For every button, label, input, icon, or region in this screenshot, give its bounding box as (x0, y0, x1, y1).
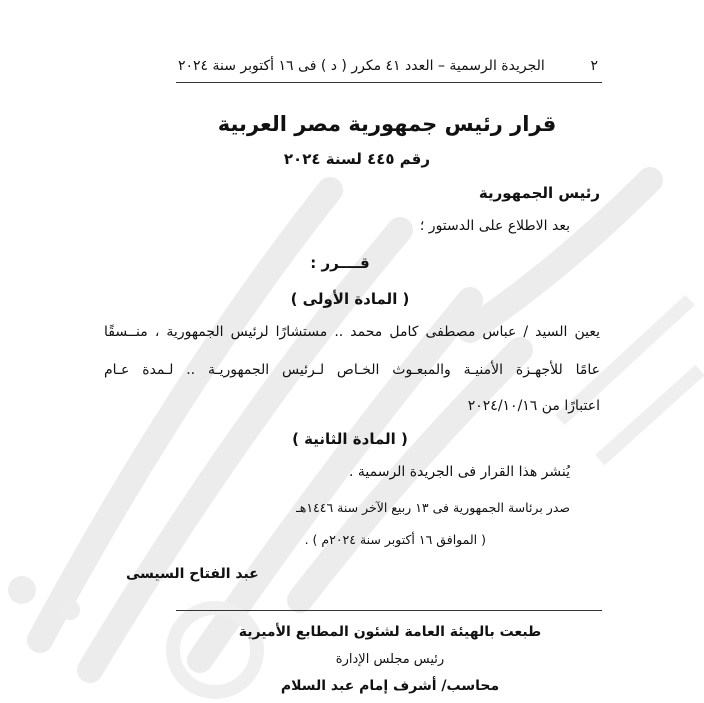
article-two-text: يُنشر هذا القرار فى الجريدة الرسمية . (348, 464, 570, 480)
article-one-heading: ( المادة الأولى ) (290, 290, 410, 308)
decree-number: رقم ٤٤٥ لسنة ٢٠٢٤ (283, 150, 430, 168)
issuer-heading: رئيس الجمهورية (478, 184, 600, 202)
footer-divider (176, 610, 602, 611)
issue-date-hijri: صدر برئاسة الجمهورية فى ١٣ ربيع الآخر سنة ١٤٤٦هـ (296, 500, 570, 515)
article-one-line-1: يعين السيد / عباس مصطفى كامل محمد .. مستشارًا لرئيس الجمهورية ، منــسقًا (104, 324, 600, 340)
signature: عبد الفتاح السيسى (126, 566, 259, 582)
page-number: ٢ (590, 58, 598, 74)
article-one-line-2: عامًا للأجهـزة الأمنيـة والمبعـوث الخـاص لـرئيس الجمهوريـة .. لـمدة عـام (104, 362, 600, 378)
article-two-heading: ( المادة الثانية ) (292, 430, 408, 448)
board-chair-title: رئيس مجلس الإدارة (335, 652, 445, 667)
printer-line: طبعت بالهيئة العامة لشئون المطابع الأميرية (238, 624, 542, 640)
article-one-line-3: اعتبارًا من ٢٠٢٤/١٠/١٦ (467, 398, 600, 414)
accountant-name: محاسب/ أشرف إمام عبد السلام (280, 678, 500, 694)
preamble: بعد الاطلاع على الدستور ؛ (419, 218, 570, 234)
decided-heading: قــــرر : (310, 254, 370, 272)
header-divider (176, 82, 602, 83)
gazette-issue-line: الجريدة الرسمية – العدد ٤١ مكرر ( د ) فى ١٦ أكتوبر سنة ٢٠٢٤ (178, 58, 545, 74)
decree-title: قرار رئيس جمهورية مصر العربية (217, 112, 557, 136)
issue-date-gregorian: ( الموافق ١٦ أكتوبر سنة ٢٠٢٤م ) . (304, 532, 486, 547)
